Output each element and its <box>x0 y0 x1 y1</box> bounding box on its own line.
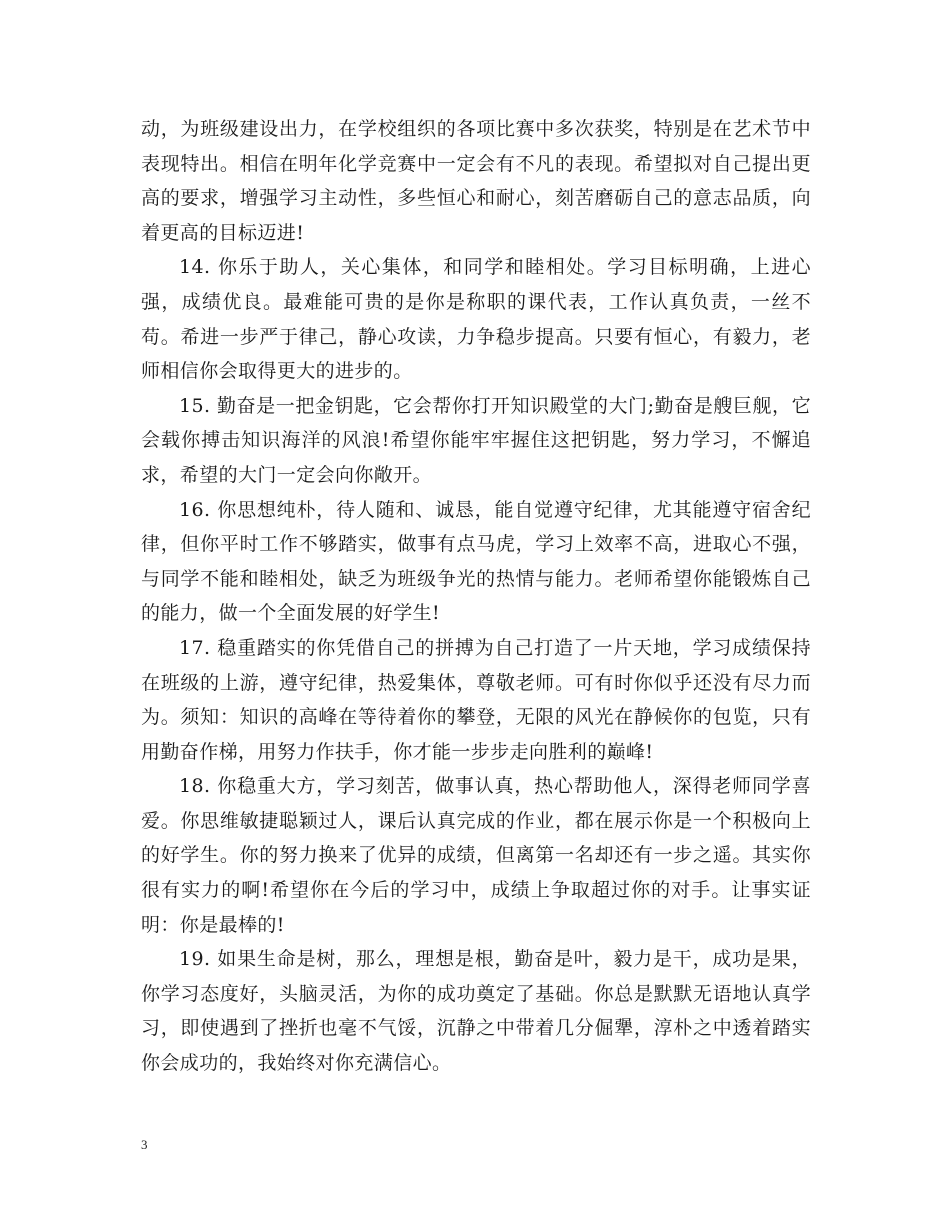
paragraph-14: 14. 你乐于助人，关心集体，和同学和睦相处。学习目标明确，上进心强，成绩优良。最难能可贵的是你是称职的课代表，工作认真负责，一丝不苟。希进一步严于律己，静心攻读，力争稳步提高。只要有恒心，有毅力，老师相信你会取得更大的进步的。 <box>141 256 811 383</box>
paragraph-17: 17. 稳重踏实的你凭借自己的拼搏为自己打造了一片天地，学习成绩保持在班级的上游，遵守纪律，热爱集体，尊敬老师。可有时你似乎还没有尽力而为。须知：知识的高峰在等待着你的攀登，无限的风光在静候你的包览，只有用勤奋作梯，用努力作扶手，你才能一步步走向胜利的巅峰! <box>141 636 811 763</box>
paragraph-15: 15. 勤奋是一把金钥匙，它会帮你打开知识殿堂的大门;勤奋是艘巨舰，它会载你搏击知识海洋的风浪!希望你能牢牢握住这把钥匙，努力学习，不懈追求，希望的大门一定会向你敞开。 <box>141 394 811 486</box>
page-number: 3 <box>141 1137 148 1152</box>
paragraph-19: 19. 如果生命是树，那么，理想是根，勤奋是叶，毅力是干，成功是果，你学习态度好，头脑灵活，为你的成功奠定了基础。你总是默默无语地认真学习，即使遇到了挫折也毫不气馁，沉静之中带着几分倔犟，淳朴之中透着踏实你会成功的，我始终对你充满信心。 <box>141 948 811 1075</box>
paragraph-16: 16. 你思想纯朴，待人随和、诚恳，能自觉遵守纪律，尤其能遵守宿舍纪律，但你平时工作不够踏实，做事有点马虎，学习上效率不高，进取心不强，与同学不能和睦相处，缺乏为班级争光的热情与能力。老师希望你能锻炼自己的能力，做一个全面发展的好学生! <box>141 498 811 625</box>
document-body <box>141 112 811 1081</box>
paragraph-18: 18. 你稳重大方，学习刻苦，做事认真，热心帮助他人，深得老师同学喜爱。你思维敏捷聪颖过人，课后认真完成的作业，都在展示你是一个积极向上的好学生。你的努力换来了优异的成绩，但离第一名却还有一步之遥。其实你很有实力的啊!希望你在今后的学习中，成绩上争取超过你的对手。让事实证明：你是最棒的! <box>141 775 811 936</box>
paragraph-continuation: 动，为班级建设出力，在学校组织的各项比赛中多次获奖，特别是在艺术节中表现特出。相信在明年化学竞赛中一定会有不凡的表现。希望拟对自己提出更高的要求，增强学习主动性，多些恒心和耐心，刻苦磨砺自己的意志品质，向着更高的目标迈进! <box>141 118 811 244</box>
